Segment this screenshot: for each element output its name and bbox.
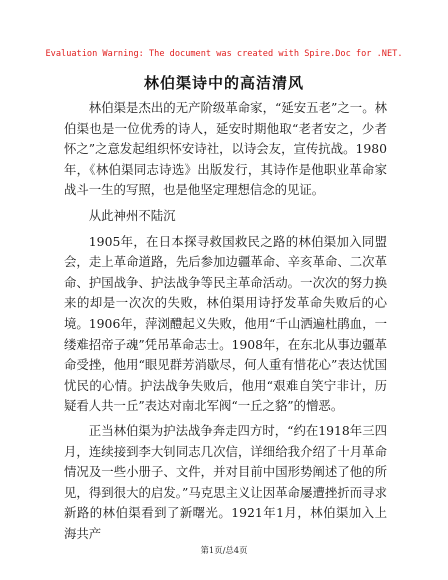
paragraph-intro: 林伯渠是杰出的无产阶级革命家，“延安五老”之一。林伯渠也是一位优秀的诗人，延安时期他取“老者安之，少者怀之”之意发起组织怀安诗社，以诗会友，宣传抗战。1980年，《林伯渠同志诗选》出版发行，其诗作是他职业革命家战斗一生的写照，也是他坚定理想信念的见证。 xyxy=(64,100,387,198)
evaluation-warning: Evaluation Warning: The document was created with Spire.Doc for .NET. xyxy=(45,49,403,59)
paragraph-1905: 1905年，在日本探寻救国救民之路的林伯渠加入同盟会，走上革命道路，先后参加边疆革命、辛亥革命、二次革命、护国战争、护法战争等民主革命活动。一次次的努力换来的却是一次次的失败，林伯渠用诗抒发革命失败后的心境。1906年，萍浏醴起义失败，他用“千山洒遍杜鹃血，一缕难招帝子魂”凭吊革命志士。1908年，在东北从事边疆革命受挫，他用“眼见群芳消歇尽，何人重有惜花心”表达忧国忧民的心情。护法战争失败后，他用“艰难自笑宁非计，历疑看人共一丘”表达对南北军阀“一丘之貉”的憎恶。 xyxy=(64,233,387,414)
document-body xyxy=(64,98,387,544)
section-heading: 从此神州不陆沉 xyxy=(88,207,176,223)
paragraph-1918: 正当林伯渠为护法战争奔走四方时，“约在1918年三四月，连续接到李大钊同志几次信，详细给我介绍了十月革命情况及一些小册子、文件，并对目前中国形势阐述了他的所见，得到很大的启发。”马克思主义让因革命屡遭挫折而寻求新路的林伯渠看到了新曙光。1921年1月，林伯渠加入上海共产 xyxy=(64,422,387,541)
page-footer: 第1页/总4页 xyxy=(200,545,248,555)
document-title: 林伯渠诗中的高洁清风 xyxy=(143,74,304,92)
